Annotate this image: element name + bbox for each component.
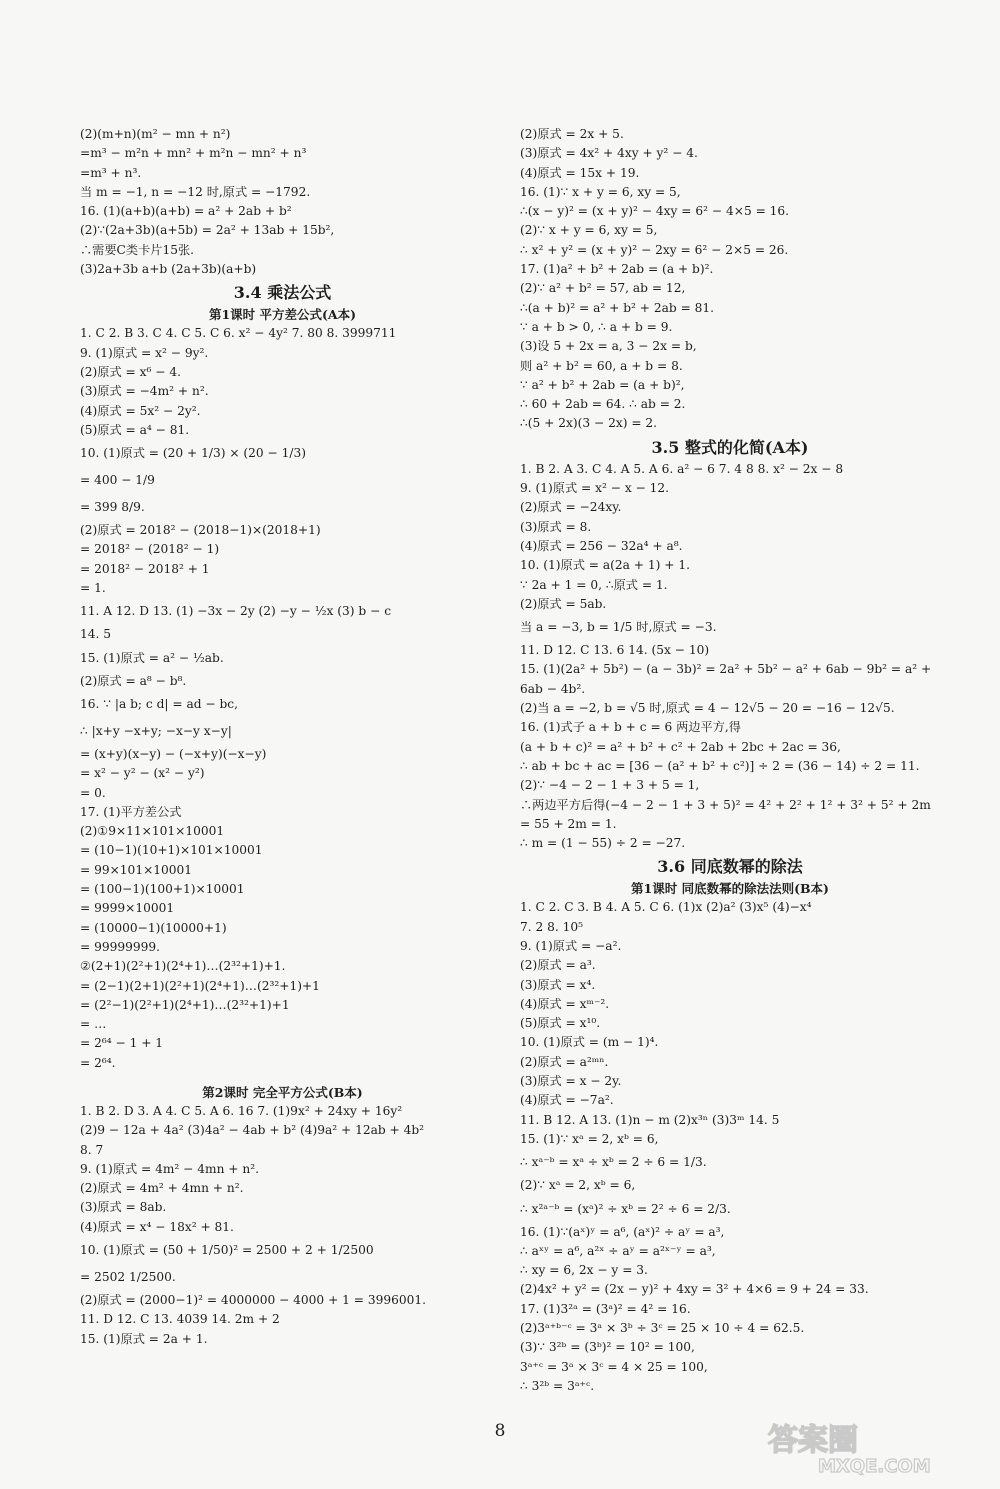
answer-line: 10. (1)原式 = (20 + 1/3) × (20 − 1/3)	[80, 446, 306, 461]
answer-line: (3)原式 = x⁴.	[520, 977, 596, 992]
answer-line: 11. B 12. A 13. (1)n − m (2)x³ⁿ (3)3ᵐ 14. 5	[520, 1112, 780, 1127]
answer-line: ∴(5 + 2x)(3 − 2x) = 2.	[520, 416, 658, 431]
answer-line: = 1.	[80, 581, 106, 596]
answer-line: = 2⁶⁴.	[80, 1055, 116, 1070]
answer-line: 1. C 2. B 3. C 4. C 5. C 6. x² − 4y² 7. 80 8. 3999711	[80, 326, 397, 341]
answer-line: 17. (1)平方差公式	[80, 804, 182, 819]
answer-line: 11. D 12. C 13. 6 14. (5x − 10)	[520, 643, 710, 658]
answer-line: ∴ |x+y −x+y; −x−y x−y|	[80, 723, 232, 738]
answer-line: 14. 5	[80, 627, 112, 642]
answer-line: (2)3ᵃ⁺ᵇ⁻ᶜ = 3ᵃ × 3ᵇ ÷ 3ᶜ = 25 × 10 ÷ 4 = 62.5.	[520, 1321, 805, 1336]
watermark-site: MXQE.COM	[818, 1456, 931, 1477]
answer-line: (2)4x² + y² = (2x − y)² + 4xy = 3² + 4×6 = 9 + 24 = 33.	[520, 1282, 869, 1297]
section-title: 3.6 同底数幂的除法	[657, 857, 803, 877]
answer-line: (2)∵ −4 − 2 − 1 + 3 + 5 = 1,	[520, 778, 700, 793]
answer-line: 9. (1)原式 = x² − x − 12.	[520, 481, 670, 496]
answer-line: = …	[80, 1017, 107, 1032]
answer-line: 15. (1)原式 = a² − ½ab.	[80, 650, 224, 665]
answer-line: ∴ m = (1 − 55) ÷ 2 = −27.	[520, 836, 686, 851]
answer-line: 7. 2 8. 10⁵	[520, 919, 584, 934]
answer-line: = 9999×10001	[80, 901, 175, 916]
answer-line: (4)原式 = −7a².	[520, 1093, 614, 1108]
answer-line: (3)设 5 + 2x = a, 3 − 2x = b,	[520, 339, 697, 354]
answer-line: 16. (1)∵ x + y = 6, xy = 5,	[520, 184, 681, 199]
answer-line: (5)原式 = x¹⁰.	[520, 1016, 601, 1031]
answer-line: 16. (1)式子 a + b + c = 6 两边平方,得	[520, 720, 741, 735]
answer-line: (4)原式 = 256 − 32a⁴ + a⁸.	[520, 538, 683, 553]
answer-line: (2)原式 = x⁶ − 4.	[80, 364, 181, 379]
answer-line: = 399 8/9.	[80, 500, 145, 515]
answer-line: 1. C 2. C 3. B 4. A 5. C 6. (1)x (2)a² (3)x⁵ (4)−x⁴	[520, 900, 812, 915]
spacer	[80, 1073, 485, 1083]
answer-line: ∴(x − y)² = (x + y)² − 4xy = 6² − 4×5 = 16.	[520, 204, 790, 219]
answer-line: (a + b + c)² = a² + b² + c² + 2ab + 2bc + 2ac = 36,	[520, 739, 841, 754]
answer-line: 10. (1)原式 = a(2a + 1) + 1.	[520, 558, 690, 573]
answer-line: ∴ ab + bc + ac = [36 − (a² + b² + c²)] ÷ 2 = (36 − 14) ÷ 2 = 11.	[520, 758, 920, 773]
answer-line: (2)原式 = 5ab.	[520, 596, 607, 611]
answer-line: 10. (1)原式 = (50 + 1/50)² = 2500 + 2 + 1/2500	[80, 1243, 374, 1258]
answer-line: (5)原式 = a⁴ − 81.	[80, 422, 190, 437]
answer-line: 则 a² + b² = 60, a + b = 8.	[520, 358, 683, 373]
answer-line: 9. (1)原式 = x² − 9y².	[80, 345, 209, 360]
answer-line: (3)原式 = 4x² + 4xy + y² − 4.	[520, 146, 698, 161]
answer-line: ∴ x² + y² = (x + y)² − 2xy = 6² − 2×5 = 26.	[520, 242, 789, 257]
answer-line: 8. 7	[80, 1142, 104, 1157]
answer-line: 3ᵃ⁺ᶜ = 3ᵃ × 3ᶜ = 4 × 25 = 100,	[520, 1359, 708, 1374]
answer-line: 当 a = −3, b = 1/5 时,原式 = −3.	[520, 620, 717, 635]
section-title: 3.5 整式的化简(A本)	[651, 437, 809, 457]
section-title: 3.4 乘法公式	[233, 283, 332, 303]
answer-line: (2)∵(2a+3b)(a+5b) = 2a² + 13ab + 15b²,	[80, 223, 335, 238]
answer-line: (4)原式 = xᵐ⁻².	[520, 996, 610, 1011]
answer-line: = 99999999.	[80, 939, 160, 954]
answer-line: ∵ 2a + 1 = 0, ∴原式 = 1.	[520, 577, 668, 592]
answer-line: 16. ∵ |a b; c d| = ad − bc,	[80, 696, 239, 711]
answer-line: = (10000−1)(10000+1)	[80, 920, 227, 935]
answer-line: = 0.	[80, 785, 106, 800]
answer-line: 17. (1)a² + b² + 2ab = (a + b)².	[520, 262, 714, 277]
answer-line: = 2018² − 2018² + 1	[80, 561, 210, 576]
answer-line: = 99×101×10001	[80, 862, 193, 877]
answer-line: (2)原式 = a²ᵐⁿ.	[520, 1054, 609, 1069]
answer-line: (4)原式 = 5x² − 2y².	[80, 403, 201, 418]
answer-line: (4)原式 = x⁴ − 18x² + 81.	[80, 1219, 234, 1234]
answer-line: = 2502 1/2500.	[80, 1270, 176, 1285]
answer-line: 9. (1)原式 = 4m² − 4mn + n².	[80, 1161, 259, 1176]
answer-line: (3)∵ 3²ᵇ = (3ᵇ)² = 10² = 100,	[520, 1340, 695, 1355]
answer-line: = 2018² − (2018² − 1)	[80, 542, 220, 557]
answer-line: (2)①9×11×101×10001	[80, 824, 225, 839]
answer-line: (2)原式 = 2x + 5.	[520, 127, 624, 141]
answer-line: 6ab − 4b².	[520, 681, 586, 696]
answer-line: = (2−1)(2+1)(2²+1)(2⁴+1)…(2³²+1)+1	[80, 978, 320, 993]
answer-line: ∴两边平方后得(−4 − 2 − 1 + 3 + 5)² = 4² + 2² + 1² + 3² + 5² + 2m	[520, 797, 931, 812]
answer-line: = 2⁶⁴ − 1 + 1	[80, 1036, 164, 1051]
answer-line: 15. (1)(2a² + 5b²) − (a − 3b)² = 2a² + 5b² − a² + 6ab − 9b² = a² +	[520, 662, 932, 677]
lesson-title: 第2课时 完全平方公式(B本)	[202, 1084, 363, 1100]
answer-line: 10. (1)原式 = (m − 1)⁴.	[520, 1035, 659, 1050]
answer-line: (2)原式 = −24xy.	[520, 500, 622, 515]
answer-line: =m³ + n³.	[80, 165, 142, 180]
page-number: 8	[494, 1421, 506, 1441]
answer-line: ∴ 3²ᵇ = 3ᵃ⁺ᶜ.	[520, 1378, 595, 1393]
answer-line: 1. B 2. D 3. A 4. C 5. A 6. 16 7. (1)9x² + 24xy + 16y²	[80, 1103, 403, 1118]
answer-line: (2)原式 = a⁸ − b⁸.	[80, 673, 187, 688]
answer-line: (2)当 a = −2, b = √5 时,原式 = 4 − 12√5 − 20 = −16 − 12√5.	[520, 701, 895, 716]
answer-line: ∴ x²ᵃ⁻ᵇ = (xᵃ)² ÷ xᵇ = 2² ÷ 6 = 2/3.	[520, 1201, 731, 1216]
answer-line: 9. (1)原式 = −a².	[520, 938, 622, 953]
answer-line: ∴ 60 + 2ab = 64. ∴ ab = 2.	[520, 397, 686, 412]
answer-line: = 400 − 1/9	[80, 473, 155, 488]
answer-line: ∴(a + b)² = a² + b² + 2ab = 81.	[520, 300, 715, 315]
lesson-title: 第1课时 同底数幂的除法法则(B本)	[631, 881, 829, 897]
answer-line: (2)原式 = 4m² + 4mn + n².	[80, 1181, 244, 1196]
answer-line: ∴ xy = 6, 2x − y = 3.	[520, 1263, 648, 1278]
watermark-logo	[760, 1410, 985, 1480]
answer-line: 16. (1)(a+b)(a+b) = a² + 2ab + b²	[80, 204, 292, 219]
answer-line: =m³ − m²n + mn² + m²n − mn² + n³	[80, 146, 307, 161]
answer-line: = (100−1)(100+1)×10001	[80, 882, 245, 897]
answer-line: (4)原式 = 15x + 19.	[520, 165, 640, 180]
answer-line: (2)9 − 12a + 4a² (3)4a² − 4ab + b² (4)9a² + 12ab + 4b²	[80, 1123, 425, 1138]
answer-line: ∴需要C类卡片15张.	[80, 242, 195, 257]
answer-line: ②(2+1)(2²+1)(2⁴+1)…(2³²+1)+1.	[80, 959, 286, 974]
answer-line: (2)(m+n)(m² − mn + n²)	[80, 127, 231, 141]
answer-line: ∴ aˣʸ = a⁶, a²ˣ ÷ aʸ = a²ˣ⁻ʸ = a³,	[520, 1243, 716, 1258]
answer-line: ∴ xᵃ⁻ᵇ = xᵃ ÷ xᵇ = 2 ÷ 6 = 1/3.	[520, 1155, 707, 1170]
answer-line: 当 m = −1, n = −12 时,原式 = −1792.	[80, 184, 311, 199]
answer-line: 17. (1)3²ᵃ = (3ᵃ)² = 4² = 16.	[520, 1301, 691, 1316]
answer-line: (3)原式 = x − 2y.	[520, 1074, 622, 1089]
answer-line: (2)原式 = 2018² − (2018−1)×(2018+1)	[80, 523, 321, 538]
watermark-brand: 答案圈	[768, 1423, 858, 1458]
answer-line: (3)原式 = 8ab.	[80, 1200, 167, 1215]
answer-line: = (10−1)(10+1)×101×10001	[80, 843, 263, 858]
answer-line: = (2²−1)(2²+1)(2⁴+1)…(2³²+1)+1	[80, 997, 290, 1012]
answer-line: (2)原式 = a³.	[520, 958, 596, 973]
answer-line: 11. A 12. D 13. (1) −3x − 2y (2) −y − ½x (3) b − c	[80, 604, 392, 619]
answer-line: (2)∵ x + y = 6, xy = 5,	[520, 223, 658, 238]
answer-line: (3)原式 = −4m² + n².	[80, 384, 209, 399]
left-column	[80, 125, 485, 1349]
lesson-title: 第1课时 平方差公式(A本)	[208, 307, 357, 323]
answer-line: (3)原式 = 8.	[520, 519, 592, 534]
answer-line: = x² − y² − (x² − y²)	[80, 766, 205, 781]
answer-line: (3)2a+3b a+b (2a+3b)(a+b)	[80, 262, 257, 277]
answer-line: 15. (1)原式 = 2a + 1.	[80, 1331, 208, 1346]
answer-line: (2)∵ xᵃ = 2, xᵇ = 6,	[520, 1178, 636, 1193]
answer-line: 15. (1)∵ xᵃ = 2, xᵇ = 6,	[520, 1131, 659, 1146]
answer-line: ∵ a² + b² + 2ab = (a + b)²,	[520, 377, 685, 392]
answer-line: (2)∵ a² + b² = 57, ab = 12,	[520, 281, 686, 296]
answer-line: 16. (1)∵(aˣ)ʸ = a⁶, (aˣ)² ÷ aʸ = a³,	[520, 1224, 725, 1239]
answer-line: = 55 + 2m = 1.	[520, 816, 617, 831]
answer-line: = (x+y)(x−y) − (−x+y)(−x−y)	[80, 746, 267, 761]
answer-line: 11. D 12. C 13. 4039 14. 2m + 2	[80, 1312, 280, 1327]
answer-line: ∵ a + b > 0, ∴ a + b = 9.	[520, 319, 673, 334]
answer-line: 1. B 2. A 3. C 4. A 5. A 6. a² − 6 7. 4 8 8. x² − 2x − 8	[520, 461, 844, 476]
answer-line: (2)原式 = (2000−1)² = 4000000 − 4000 + 1 = 3996001.	[80, 1293, 427, 1308]
right-column	[520, 125, 940, 1396]
